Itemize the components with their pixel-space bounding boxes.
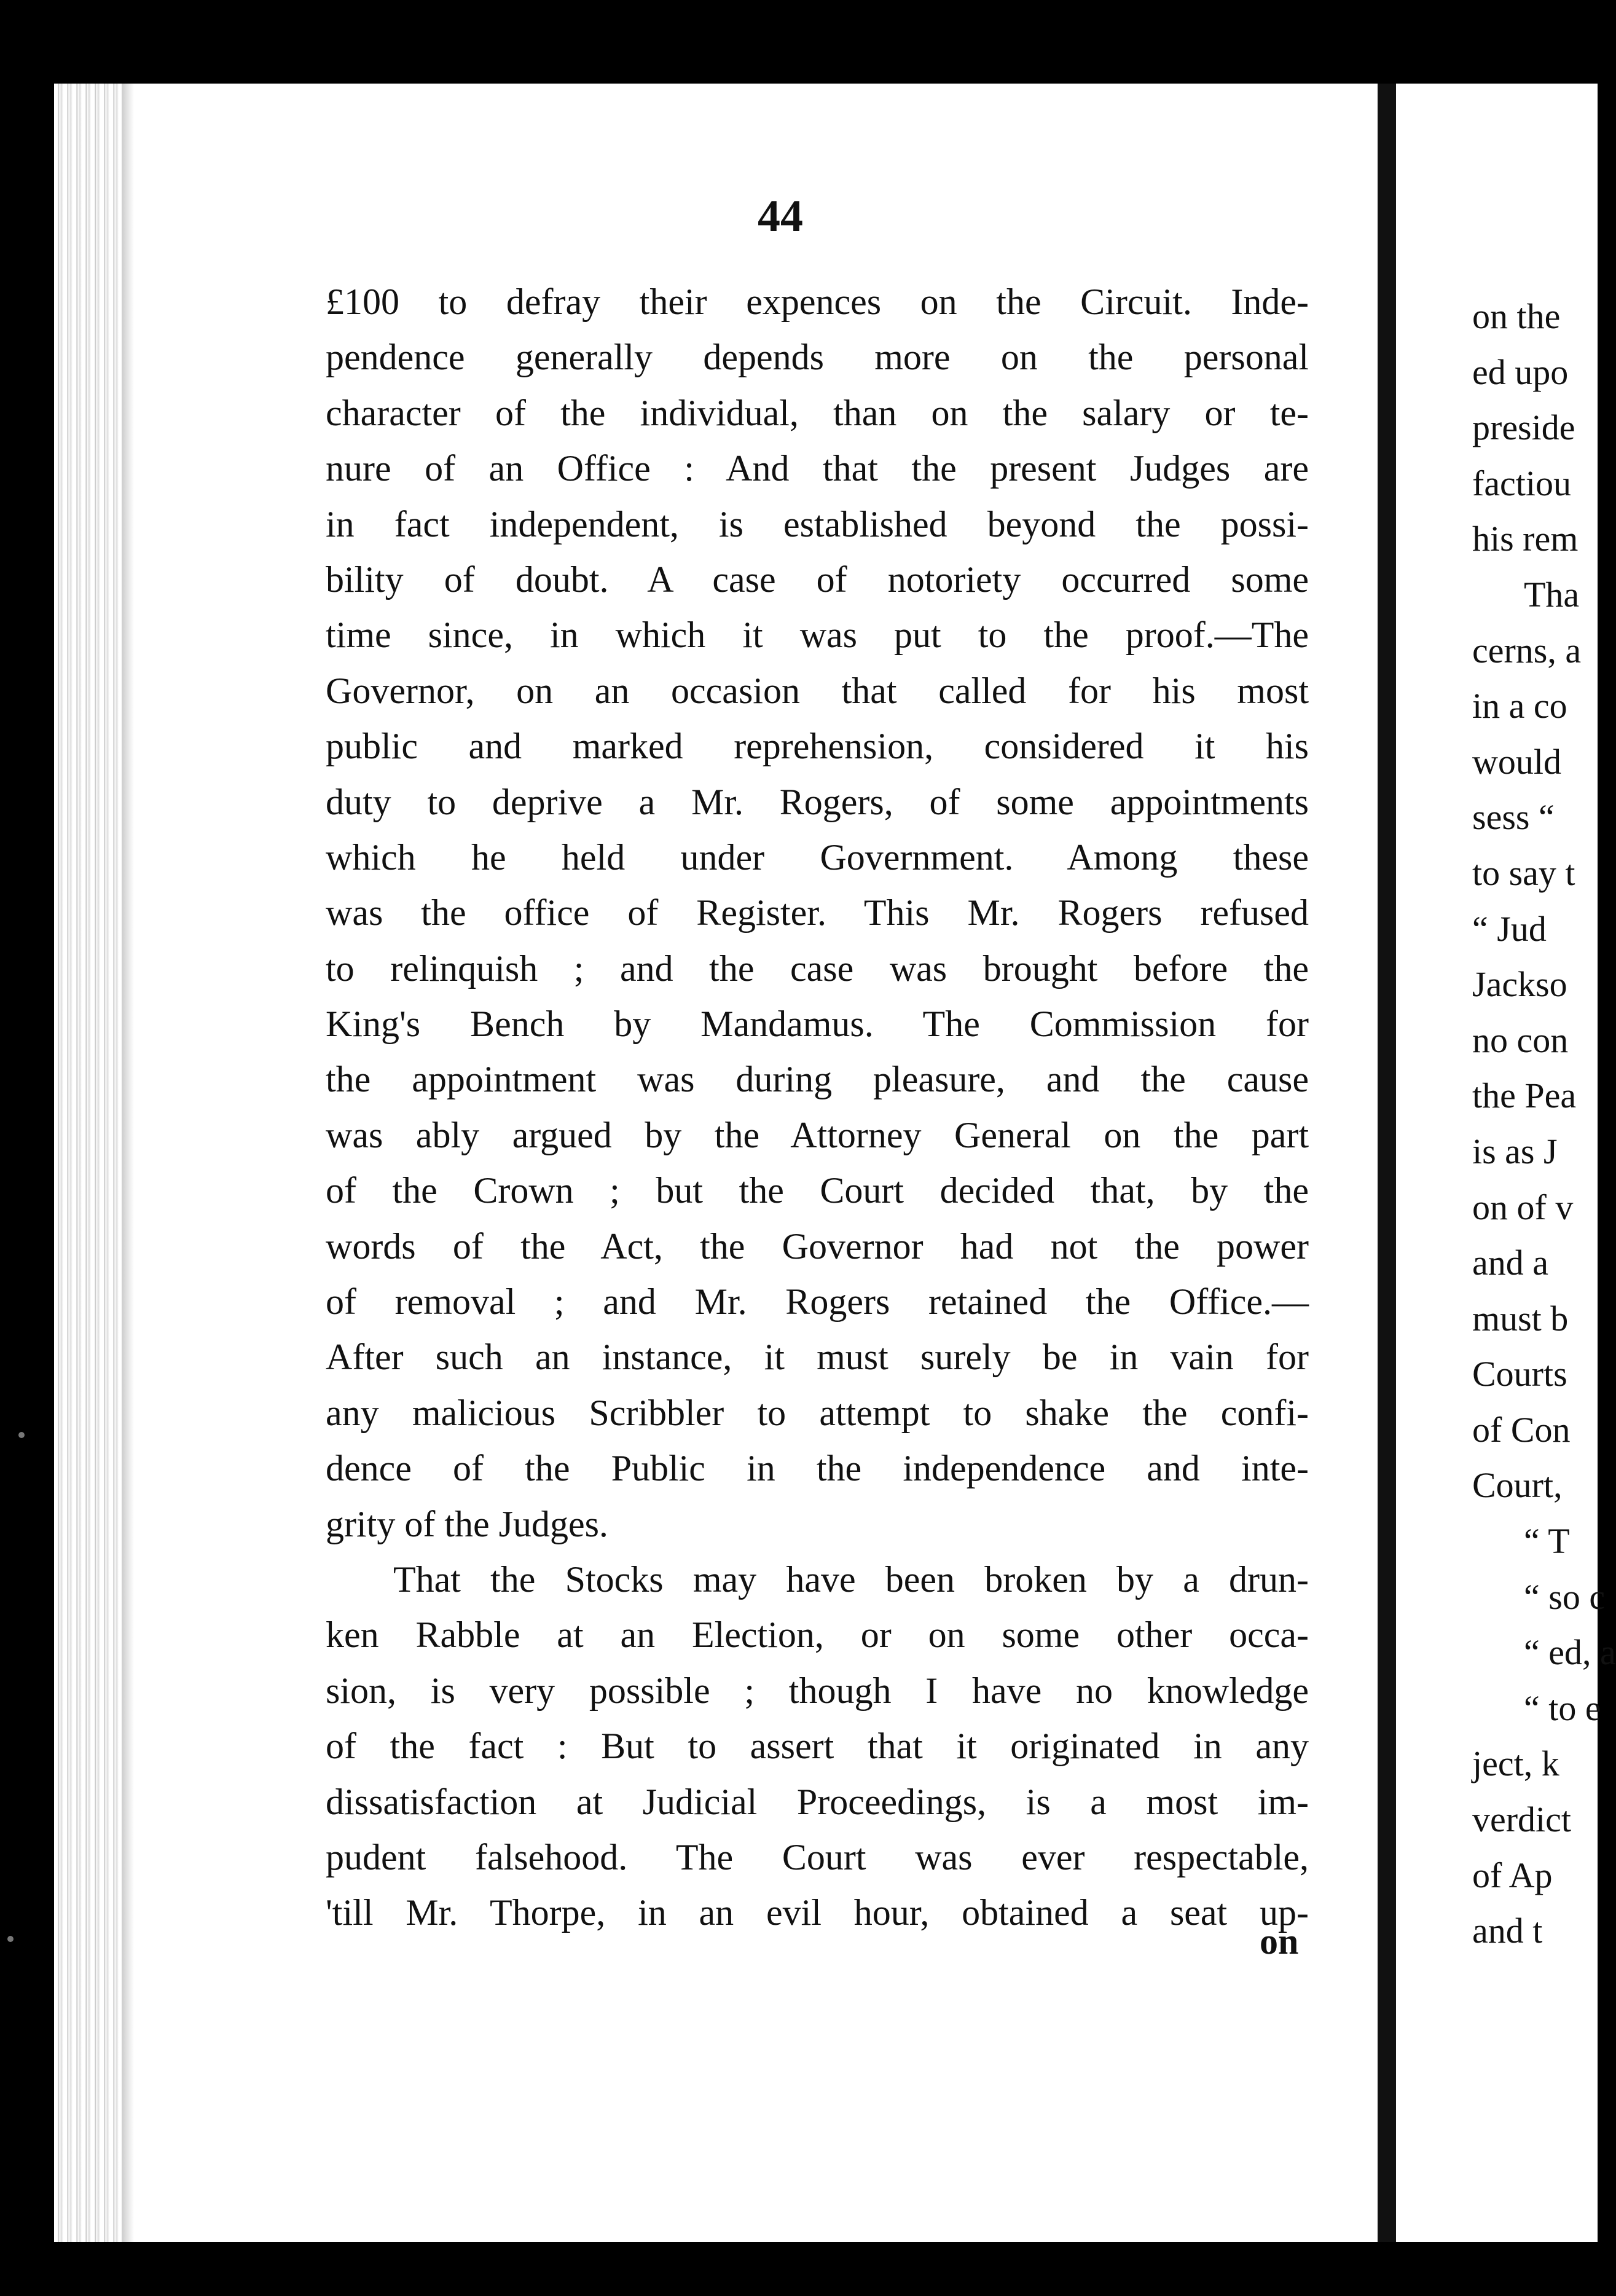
- text-line: dence of the Public in the independence and inte-: [326, 1448, 1309, 1489]
- text-line: King's Bench by Mandamus. The Commission for: [326, 1004, 1309, 1045]
- text-line: £100 to defray their expences on the Circuit. Inde-: [326, 281, 1309, 322]
- text-line: After such an instance, it must surely be in vain for: [326, 1337, 1309, 1378]
- catchword: on: [1260, 1921, 1299, 1962]
- text-line: grity of the Judges.: [326, 1503, 608, 1544]
- right-text-line: ed upo: [1472, 352, 1569, 392]
- text-line: in fact independent, is established beyond the possi-: [326, 503, 1309, 545]
- text-line: the appointment was during pleasure, and the cause: [326, 1059, 1309, 1100]
- right-text-line: his rem: [1472, 519, 1579, 559]
- book-gutter: [1378, 84, 1396, 2242]
- text-line: words of the Act, the Governor had not the power: [326, 1225, 1309, 1267]
- text-line: time since, in which it was put to the proof.—The: [326, 615, 1309, 656]
- right-text-line: “ ed, a: [1524, 1632, 1616, 1673]
- text-line: character of the individual, than on the salary or te-: [326, 392, 1309, 433]
- page-edge-strip: [54, 84, 122, 2242]
- text-line: was the office of Register. This Mr. Rogers refused: [326, 892, 1309, 934]
- right-page-body: [1472, 289, 1616, 1959]
- text-line: pendence generally depends more on the personal: [326, 337, 1309, 378]
- text-line: duty to deprive a Mr. Rogers, of some appointments: [326, 781, 1309, 822]
- text-line: of the fact : But to assert that it originated in any: [326, 1726, 1309, 1767]
- text-line: bility of doubt. A case of notoriety occurred some: [326, 559, 1309, 600]
- scan-speck: [7, 1936, 14, 1942]
- text-line: of the Crown ; but the Court decided that, by the: [326, 1170, 1309, 1211]
- right-text-line: the Pea: [1472, 1075, 1577, 1116]
- right-text-line: in a co: [1472, 686, 1567, 726]
- page-edge-shadow: [122, 84, 134, 2242]
- right-text-line: ject, k: [1472, 1744, 1559, 1784]
- text-line: which he held under Government. Among these: [326, 836, 1309, 878]
- left-page-body: [326, 274, 1309, 1941]
- right-text-line: and t: [1472, 1911, 1543, 1951]
- text-line: pudent falsehood. The Court was ever respectable,: [326, 1836, 1309, 1877]
- text-line: ken Rabble at an Election, or on some other occa-: [326, 1614, 1309, 1656]
- right-text-line: Jackso: [1472, 964, 1567, 1005]
- scan-speck: [18, 1432, 25, 1438]
- text-line: 'till Mr. Thorpe, in an evil hour, obtained a seat up-: [326, 1892, 1309, 1933]
- page-number: 44: [758, 191, 803, 242]
- text-line: was ably argued by the Attorney General on the part: [326, 1114, 1309, 1155]
- right-text-line: on the: [1472, 296, 1561, 336]
- right-text-line: must b: [1472, 1298, 1569, 1339]
- text-line: public and marked reprehension, considered it his: [326, 726, 1309, 767]
- text-line: That the Stocks may have been broken by a drun-: [393, 1559, 1309, 1600]
- right-text-line: Court,: [1472, 1465, 1563, 1506]
- right-text-line: Tha: [1524, 574, 1580, 615]
- right-text-line: Courts: [1472, 1354, 1567, 1394]
- right-text-line: to say t: [1472, 852, 1575, 893]
- text-line: of removal ; and Mr. Rogers retained the Office.—: [326, 1281, 1309, 1323]
- right-text-line: of Con: [1472, 1409, 1571, 1450]
- right-text-line: “ so c: [1524, 1576, 1606, 1617]
- right-text-line: “ to e: [1524, 1688, 1601, 1728]
- right-text-line: sess “: [1472, 797, 1555, 838]
- right-text-line: and a: [1472, 1243, 1548, 1283]
- text-line: sion, is very possible ; though I have no knowledge: [326, 1670, 1309, 1711]
- right-text-line: cerns, a: [1472, 630, 1582, 670]
- right-text-line: is as J: [1472, 1131, 1558, 1171]
- text-line: Governor, on an occasion that called for his most: [326, 670, 1309, 711]
- right-text-line: “ T: [1524, 1521, 1570, 1562]
- text-line: to relinquish ; and the case was brought before the: [326, 948, 1309, 989]
- right-text-line: of Ap: [1472, 1855, 1553, 1895]
- right-text-line: no con: [1472, 1020, 1569, 1060]
- right-text-line: verdict: [1472, 1799, 1572, 1840]
- text-line: any malicious Scribbler to attempt to shake the confi-: [326, 1392, 1309, 1433]
- right-text-line: factiou: [1472, 463, 1572, 503]
- right-text-line: preside: [1472, 407, 1575, 448]
- right-text-line: on of v: [1472, 1187, 1574, 1227]
- right-text-line: “ Jud: [1472, 908, 1547, 949]
- text-line: nure of an Office : And that the present Judges are: [326, 448, 1309, 489]
- right-text-line: would: [1472, 741, 1561, 782]
- text-line: dissatisfaction at Judicial Proceedings, is a most im-: [326, 1781, 1309, 1822]
